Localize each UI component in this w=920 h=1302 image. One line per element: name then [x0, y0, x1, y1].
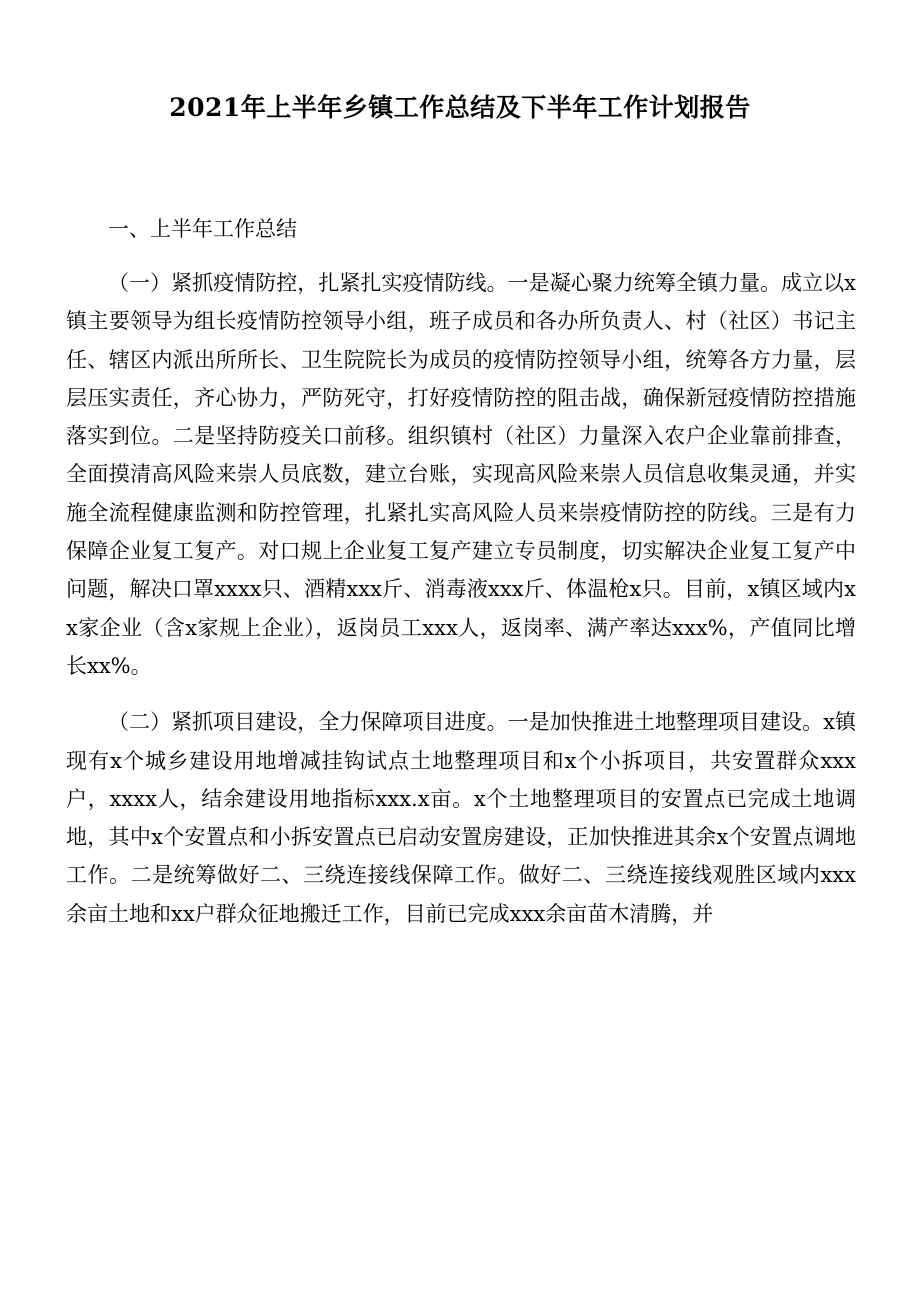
paragraph-epidemic-prevention: （一）紧抓疫情防控，扎紧扎实疫情防线。一是凝心聚力统筹全镇力量。成立以x镇主要领导为组长疫情防控领导小组，班子成员和各办所负责人、村（社区）书记主任、辖区内派出所所长、卫生院院长为成员的疫情防控领导小组，统筹各方力量，层层压实责任，齐心协力，严防死守，打好疫情防控的阻击战，确保新冠疫情防控措施落实到位。二是坚持防疫关口前移。组织镇村（社区）力量深入农户企业靠前排查，全面摸清高风险来崇人员底数，建立台账，实现高风险来崇人员信息收集灵通，并实施全流程健康监测和防控管理，扎紧扎实高风险人员来崇疫情防控的防线。三是有力保障企业复工复产。对口规上企业复工复产建立专员制度，切实解决企业复工复产中问题，解决口罩xxxx只、酒精xxx斤、消毒液xxx斤、体温枪x只。目前，x镇区域内xx家企业（含x家规上企业），返岗员工xxx人，返岗率、满产率达xxx%，产值同比增长xx%。: [66, 271, 856, 678]
document-body: [66, 210, 856, 933]
paragraph-project-construction: （二）紧抓项目建设，全力保障项目进度。一是加快推进土地整理项目建设。x镇现有x个城乡建设用地增减挂钩试点土地整理项目和x个小拆项目，共安置群众xxx户，xxxx人，结余建设用地指标xxx.x亩。x个土地整理项目的安置点已完成土地调地，其中x个安置点和小拆安置点已启动安置房建设，正加快推进其余x个安置点调地工作。二是统筹做好二、三绕连接线保障工作。做好二、三绕连接线观胜区域内xxx余亩土地和xx户群众征地搬迁工作，目前已完成xxx余亩苗木清腾，并: [66, 710, 856, 926]
document-title: 2021年上半年乡镇工作总结及下半年工作计划报告: [169, 93, 751, 122]
section-heading-summary: 一、上半年工作总结: [108, 217, 297, 241]
